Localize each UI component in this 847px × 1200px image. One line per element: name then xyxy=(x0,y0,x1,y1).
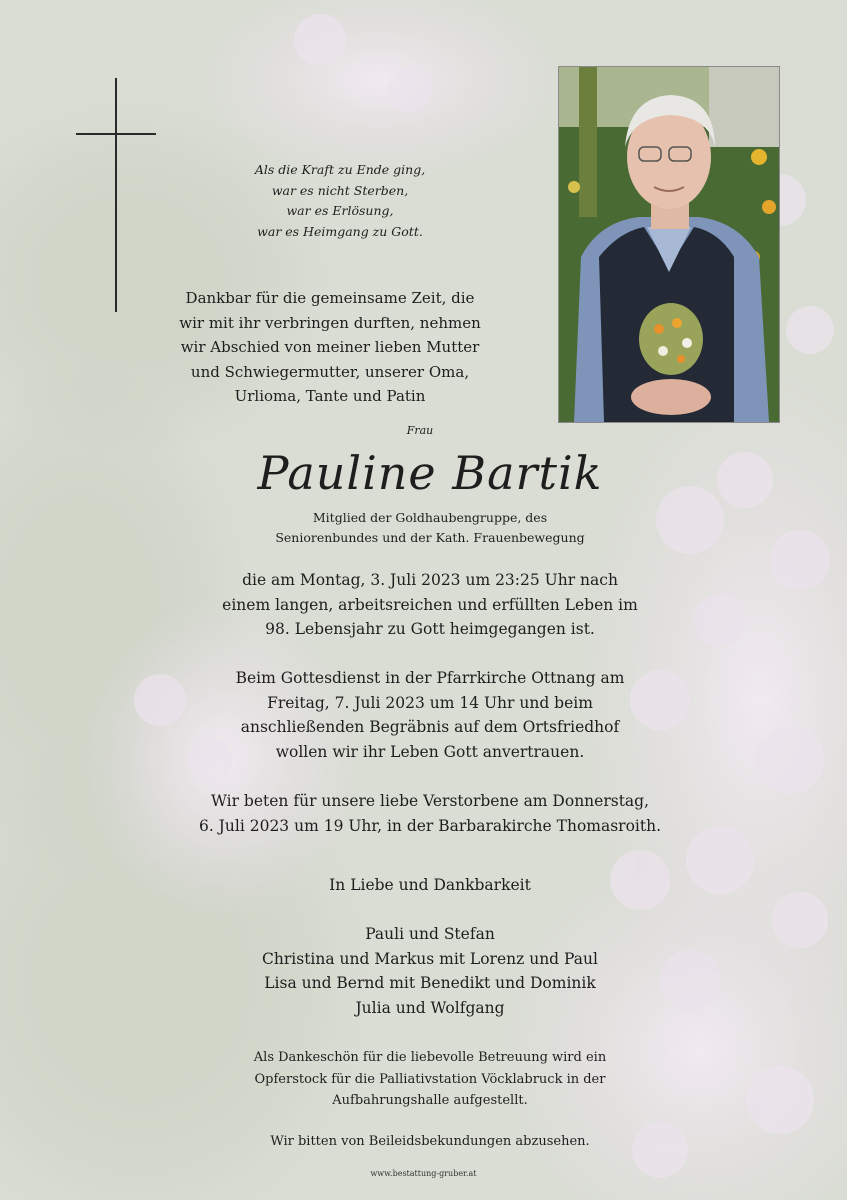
membership-text xyxy=(180,508,680,548)
donation-line: Als Dankeschön für die liebevolle Betreuung wird ein xyxy=(253,1050,607,1065)
death-notice xyxy=(110,568,750,642)
deceased-name: Pauline Bartik xyxy=(257,446,603,500)
funeral-line: Freitag, 7. Juli 2023 um 14 Uhr und beim xyxy=(267,693,593,712)
closing-text: In Liebe und Dankbarkeit xyxy=(329,876,531,894)
membership-line: Mitglied der Goldhaubengruppe, des xyxy=(312,510,548,525)
poem xyxy=(200,160,480,242)
condolence-note: Wir bitten von Beileidsbekundungen abzusehen. xyxy=(270,1134,590,1149)
poem-line: war es nicht Sterben, xyxy=(271,182,409,198)
prayer-info xyxy=(110,789,750,838)
donation-line: Aufbahrungshalle aufgestellt. xyxy=(332,1093,528,1108)
death-notice-line: 98. Lebensjahr zu Gott heimgegangen ist. xyxy=(265,620,595,638)
intro-text xyxy=(150,286,510,409)
death-notice-line: einem langen, arbeitsreichen und erfüllten Leben im xyxy=(222,595,638,614)
funeral-line: anschließenden Begräbnis auf dem Ortsfriedhof xyxy=(240,718,620,736)
family-line: Pauli und Stefan xyxy=(365,925,495,943)
funeral-line: Beim Gottesdienst in der Pfarrkirche Ottnang am xyxy=(235,669,625,687)
intro-line: Dankbar für die gemeinsame Zeit, die xyxy=(185,289,475,307)
membership-line: Seniorenbundes und der Kath. Frauenbewegung xyxy=(275,530,585,545)
family-line: Christina und Markus mit Lorenz und Paul xyxy=(262,949,598,968)
salutation: Frau xyxy=(406,424,434,437)
prayer-line: 6. Juli 2023 um 19 Uhr, in der Barbarakirche Thomasroith. xyxy=(198,816,662,835)
intro-line: wir mit ihr verbringen durften, nehmen xyxy=(179,313,481,332)
intro-line: Urlioma, Tante und Patin xyxy=(234,387,426,405)
portrait-photo xyxy=(558,66,780,423)
website-link[interactable]: www.bestattung-gruber.at xyxy=(370,1169,477,1178)
family-line: Julia und Wolfgang xyxy=(355,998,505,1017)
funeral-info xyxy=(110,666,750,764)
poem-line: Als die Kraft zu Ende ging, xyxy=(254,162,426,177)
poem-line: war es Erlösung, xyxy=(286,203,394,218)
intro-line: wir Abschied von meiner lieben Mutter xyxy=(180,338,480,356)
donation-line: Opferstock für die Palliativstation Vöcklabruck in der xyxy=(254,1071,606,1087)
poem-line: war es Heimgang zu Gott. xyxy=(257,223,423,239)
death-notice-line: die am Montag, 3. Juli 2023 um 23:25 Uhr nach xyxy=(242,571,618,589)
intro-line: und Schwiegermutter, unserer Oma, xyxy=(190,362,470,381)
family-line: Lisa und Bernd mit Benedikt und Dominik xyxy=(264,974,596,992)
family-list xyxy=(160,922,700,1020)
funeral-line: wollen wir ihr Leben Gott anvertrauen. xyxy=(275,742,585,761)
donation-note xyxy=(170,1047,690,1112)
prayer-line: Wir beten für unsere liebe Verstorbene am Donnerstag, xyxy=(210,792,650,810)
